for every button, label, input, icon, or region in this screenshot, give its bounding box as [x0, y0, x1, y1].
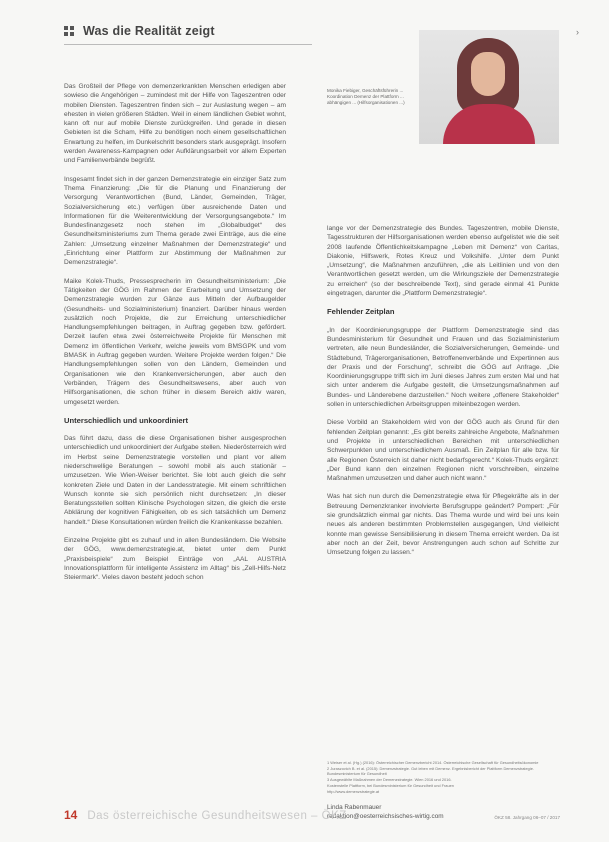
paragraph: Maike Kolek-Thuds, Pressesprecherin im Gesundheitsministerium: „Die Tätigkeiten der GÖG im Rahmen der Erarbeitung und Umsetzung der Demenzstrategie wurden zur Gänze aus Mitteln der Aufbaugelder (Gesundheits- und Sozialministerium) finanziert. Darüber hinaus werden zusätzlich noch Projekte, die zur Erreichung unterschiedlicher Handlungsempfehlungen beitragen, in Auftrag gegeben bzw. gefördert. Derzeit laufen etwa zwei österreichweite Projekte für Menschen mit Demenz im öffentlichen Verkehr, welche jeweils vom BMSGPK und vom BMASK in Auftrag gegeben wurden. Weitere Projekte werden folgen.“ Die Handlungsempfehlungen sollen von den Ländern, Gemeinden und Organisationen wie den Krankenversicherungen, aber auch den Verbänden, Trägern des Gesundheitswesens, aber auch von Hilfsorganisationen, die schon früher in diesem Bereich aktiv waren, umgesetzt werden. — [64, 277, 286, 406]
footnote: 2 Juraszovich B. et al. (2015): Demenzstrategie. Gut leben mit Demenz. Ergebnisbericht der Plattform Demenzstrategie. Bundesministerium für Gesundheit — [327, 765, 534, 777]
subheading: Fehlender Zeitplan — [327, 307, 395, 317]
paragraph: „In der Koordinierungsgruppe der Plattform Demenzstrategie sind das Bundesministerium für Gesundheit und Frauen und das Sozialministerium vertreten, alle neun Bundesländer, die Sozialversicherungen, Gemeinde- und Städtebund, Trägerorganisationen, Betroffenenverbände und Expertinnen aus der Praxis und der Forschung“, schreibt die GÖG auf Anfrage. „Die Koordinierungsgruppe trifft sich im Juni dieses Jahres zum ersten Mal und hat sich unter anderem die Aufgabe gestellt, die Umsetzungsmaßnahmen auf Bundes- und Länderebene darzustellen.“ Noch weitere „offenere Stakeholder“ sollen in unterschiedlichen Arbeitsgruppen miteinbezogen werden. — [327, 326, 559, 409]
author-name: Linda Rabenmauer — [327, 804, 382, 811]
subheading: Unterschiedlich und unkoordiniert — [64, 415, 189, 425]
right-column — [327, 224, 559, 567]
section-header — [64, 24, 215, 38]
issue-info: ÖKZ 58. Jahrgang 06–07 / 2017 — [494, 815, 560, 820]
paragraph: Was hat sich nun durch die Demenzstrategie etwa für Pflegekräfte als in der Betreuung Demenzkranker involvierte Berufsgruppe geändert? Pompert: „Für sie grundsätzlich einmal gar nichts. Das Thema wurde und wird bei uns kein neues als anderen bestimmten Problemstellen ausgegangen, Und vielleicht konnte man gewisse Sensibilisierung in diesem Thema erreicht werden. Da ist aber noch an der Zeit, bevor Anstrengungen auch schon auf Schritte zur Umsetzung folgen zu lassen.“ — [327, 493, 559, 557]
paragraph: Diese Vorbild an Stakeholdern wird von der GÖG auch als Grund für den fehlenden Zeitplan genannt: „Es gibt bereits zahlreiche Angebote, Maßnahmen und Projekte in unterschiedlichen Bereichen mit unterschiedlichen Schwerpunkten und unterschiedlichem Ausmaß. Ein Zeitplan für alle bzw. für alle Regionen Österreich ist daher nicht bedarfsgerecht.“ Kolek-Thuds ergänzt: „Der Bund kann den einzelnen Regionen nicht vorschreiben, einzelne Maßnahmen umzusetzen und daher auch nicht wann.“ — [327, 419, 559, 483]
portrait-photo — [419, 30, 559, 144]
divider — [64, 44, 312, 45]
paragraph: Das Großteil der Pflege von demenzerkrankten Menschen erledigen aber sowieso die Angehörigen – zumindest mit der Hilfe von Tageszentren oder mobilen Diensten. Tageszentren finden sich – zur Auslastung wegen – am ehesten in vielen größeren Städten. Weil in einem ländlichen Gebiet wohnt, kann oft nur auf mobile Dienste zurückgreifen. Und gerade in diesen Gebieten ist die Scham, Hilfe zu benötigen noch einem gesellschaftlichen Erwartung zu helfen, im Dunkelschritt besonders stark ausgeprägt. Insofern werden Awareness-Kampagnen oder Aufklärungsarbeit vor allem Experten und Familienverbände begrüßt. — [64, 83, 286, 165]
footnote: Kostenstelle Plattform, bei Bundesministerium für Gesundheit und Frauen — [327, 783, 454, 789]
grid-dots-icon — [64, 26, 74, 36]
paragraph: Einzelne Projekte gibt es zuhauf und in allen Bundesländern. Die Website der GÖG, www.demenzstrategie.at, bietet unter dem Punkt „Praxisbeispiele“ zum Beispiel Einträge von „AAL AUSTRIA Innovationsplattform für intelligente Assistenz im Alltag“ bis „Zell-Hilfs-Netz Steiermark“. Vieles davon besteht jedoch schon — [64, 537, 286, 582]
left-column — [64, 82, 286, 592]
footnote: 1 Weiser et al. (Hg.) (2016): Österreichischer Demenzbericht 2014. Österreichische Gesellschaft für Gesundheitsökonomie — [327, 760, 539, 765]
author-email[interactable]: redaktion@oesterreichsisches-wirtig.com — [327, 813, 444, 820]
page-footer — [64, 808, 560, 822]
photo-caption: Monika Fiebiger, Geschäftsführerin ... Koordination Demenz der Plattform ... abhängigen ... (Hilfsorganisationen ...) — [327, 88, 405, 106]
footnote-link[interactable]: http://www.demenzstrategie.at — [327, 789, 380, 795]
paragraph: Insgesamt findet sich in der ganzen Demenzstrategie ein einziger Satz zum Thema Finanzierung: „Die für die Planung und Finanzierung der Versorgung Verantwortlichen (Bund, Länder, Gemeinden, Träger, Sozialversicherung etc.) verfügen über ausreichende Daten und Informationen für die Weiterentwicklung der Versorgungsangebote.“ Im Bundesfinanzgesetz noch stehen im „Globalbudget“ des Gesundheitsministeriums zum Thema gerade zwei Einträge, aus die eine Zahlen: „Umsetzung einzelner Maßnahmen der Demenzstrategie“ und „Einrichtung einer Plattform zur Abstimmung der Maßnahmen zur Demenzstrategie“. — [64, 175, 286, 267]
page-number: 14 — [64, 808, 78, 822]
paragraph: Das führt dazu, dass die diese Organisationen bisher ausgesprochen unterschiedlich und unkoordiniert der Aufgabe stellen. Niederösterreich wird im Herbst seine Demenzstrategie vorstellen und plant vor allem niederschwellige Beratungen – sowohl mobil als auch stationär – umzusetzen. Wie Wien-Weiser berichtet. Sie lobt auch gleich die sehr konkreten Ziele und Daten in der Landesstrategie. Mit einem schriftlichen Wunsch konnte sie sich persönlich nicht durchsetzen: „In dieser Beratungsstellen sollten Klinische Psychologen sitzen, die gleich die erste Abklärung der kognitiven Fähigkeiten, ob es sich tatsächlich um Demenz handelt.“ Diese Konsultationen würden freilich die Krankenkasse bezahlen. — [64, 435, 286, 526]
paragraph: lange vor der Demenzstrategie des Bundes. Tageszentren, mobile Dienste, Tagesstrukturen der Hilfsorganisationen werden ebenso aufgelistet wie die seit 2008 laufende Öffentlichkeitskampagne „Leben mit Demenz“ von Caritas, Diakonie, Hilfswerk, Rotes Kreuz und Volkshilfe. „Unter dem Punkt „Umsetzung“, die Maßnahmen anzuführen, „die als Leitlinien und von den Verantwortlichen gesetzt werden, um die Wirkungsziele der Demenzstrategie zu erreichen“ (so der beschreibende Text), sind gerade einmal 41 Punkte eingetragen, darunter die „Plattform Demenzstrategie“. — [327, 225, 559, 298]
footnotes — [327, 760, 559, 795]
footnote: 3 Ausgewählte Maßnahmen der Demenzstrategie. Wien 2016 und 2016. — [327, 777, 452, 783]
section-title: Was die Realität zeigt — [83, 24, 215, 38]
corner-marker-icon: › — [576, 27, 579, 37]
journal-title: Das österreichische Gesundheitswesen – ÖKZ — [87, 810, 347, 822]
